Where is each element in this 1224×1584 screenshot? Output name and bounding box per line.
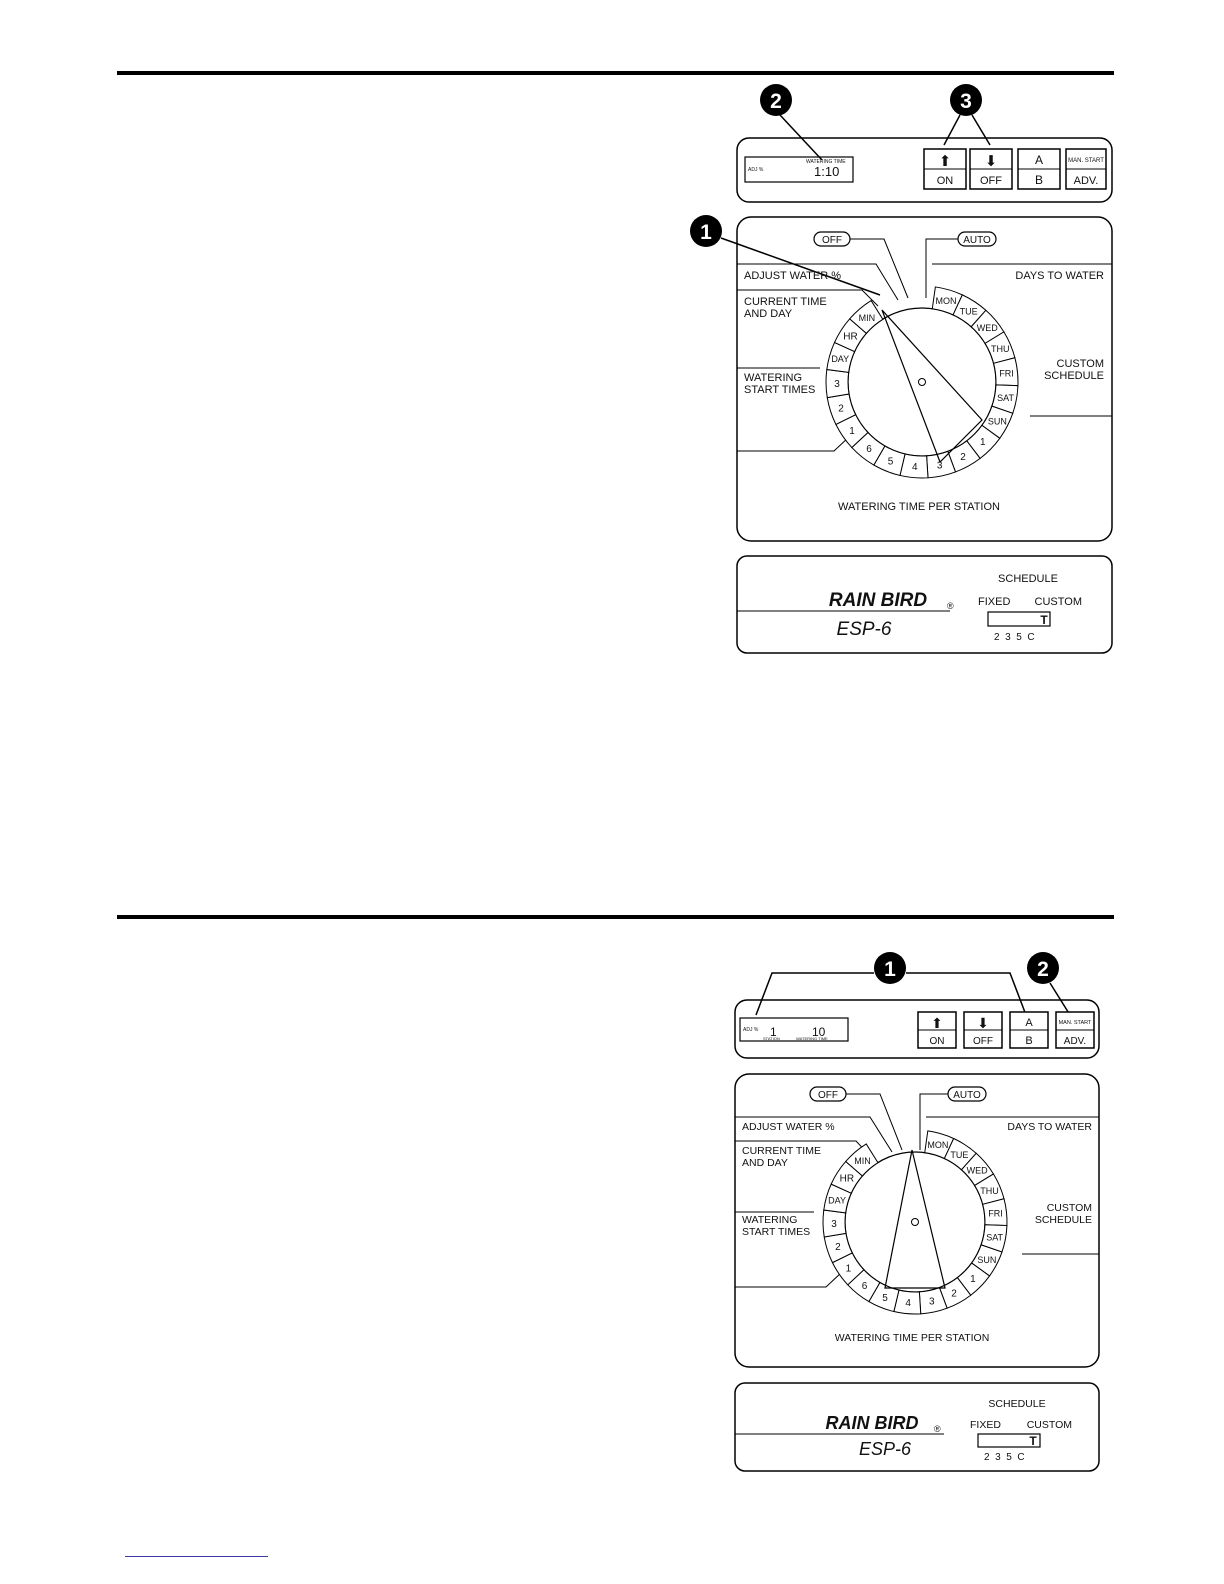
dial-segment-label: WED: [966, 1165, 988, 1176]
svg-text:B: B: [1025, 1035, 1033, 1047]
watering-start-label-2: START TIMES: [744, 384, 816, 396]
on-button[interactable]: [924, 149, 966, 189]
adjust-water-label: ADJUST WATER %: [742, 1121, 835, 1133]
days-to-water-label: DAYS TO WATER: [1015, 270, 1104, 282]
dial-segment-label: SUN: [987, 416, 1007, 427]
man-start-adv-button[interactable]: [1066, 149, 1106, 189]
dial-segment-label: 4: [905, 1298, 911, 1310]
dial-center: [919, 379, 926, 386]
svg-text:A: A: [1025, 1017, 1033, 1029]
dial-segment-label: 3: [929, 1296, 935, 1308]
dial-segment-label: MIN: [854, 1155, 871, 1166]
dial-pointer: [882, 310, 982, 462]
dial-segment-label: 2: [960, 451, 966, 463]
custom-label: CUSTOM: [1026, 1419, 1072, 1431]
svg-text:1: 1: [700, 221, 712, 244]
svg-text:⬇: ⬇: [977, 1015, 989, 1031]
lcd-time-label: WATERING TIME: [806, 159, 846, 165]
registered-mark: ®: [934, 1424, 941, 1434]
current-time-label: CURRENT TIME: [744, 296, 827, 308]
custom-schedule-label-2: SCHEDULE: [1034, 1214, 1092, 1226]
ab-button[interactable]: [1018, 149, 1060, 189]
dial-segment-label: TUE: [959, 306, 978, 317]
dial-segment-label: 2: [838, 403, 844, 415]
dial-segment-label: HR: [843, 331, 858, 343]
off-button[interactable]: [970, 149, 1012, 189]
off-label: OFF: [818, 1090, 838, 1101]
dial-segment-label: THU: [990, 344, 1010, 355]
dial-segment-label: 3: [936, 460, 943, 472]
adjust-water-label: ADJUST WATER %: [744, 270, 841, 282]
svg-text:1: 1: [884, 958, 896, 981]
watering-start-label: WATERING: [744, 372, 803, 384]
dial-segment-label: 1: [970, 1274, 976, 1286]
svg-text:2: 2: [1037, 958, 1049, 981]
svg-text:B: B: [1034, 173, 1044, 187]
off-button[interactable]: [964, 1012, 1002, 1048]
days-to-water-label: DAYS TO WATER: [1007, 1121, 1092, 1133]
current-time-label-2: AND DAY: [744, 308, 793, 320]
model-label: ESP-6: [858, 1439, 912, 1459]
svg-text:⬆: ⬆: [931, 1015, 943, 1031]
svg-text:ADV.: ADV.: [1073, 175, 1099, 187]
lcd-value: 1:10: [814, 164, 840, 179]
dial-segment-label: FRI: [988, 1208, 1003, 1219]
dial-segment-label: DAY: [831, 354, 850, 365]
dial-segment-label: 2: [951, 1288, 957, 1300]
lcd-station-label: STATION: [763, 1036, 780, 1041]
auto-label: AUTO: [963, 235, 991, 246]
footer-link-underline: [125, 1556, 268, 1557]
dial-segment-label: FRI: [999, 368, 1014, 379]
svg-text:OFF: OFF: [973, 1036, 993, 1047]
dial-segment-label: SAT: [997, 393, 1014, 404]
leader-line: [721, 238, 880, 295]
watering-time-label: WATERING TIME PER STATION: [834, 1332, 990, 1344]
switch-positions: 2 3 5 C: [984, 1452, 1025, 1463]
schedule-label: SCHEDULE: [998, 573, 1058, 585]
svg-text:MAN. START: MAN. START: [1058, 1020, 1092, 1026]
auto-label: AUTO: [953, 1090, 981, 1101]
switch-lever-icon: T: [1040, 613, 1048, 627]
dial-segment-label: 3: [831, 1218, 837, 1230]
dial-segment-label: TUE: [950, 1149, 969, 1160]
custom-label: CUSTOM: [1034, 596, 1082, 608]
callout-3: [950, 84, 982, 116]
dial-segment-label: 3: [834, 378, 840, 390]
svg-text:3: 3: [960, 90, 972, 113]
custom-schedule-label: CUSTOM: [1046, 1202, 1092, 1214]
ab-button[interactable]: [1010, 1012, 1048, 1048]
svg-text:ON: ON: [936, 175, 954, 187]
lcd-station-value: 1: [770, 1025, 777, 1039]
watering-start-label: WATERING: [742, 1214, 798, 1226]
dial-segment-label: SUN: [977, 1254, 997, 1265]
dial-segment-label: 6: [866, 443, 872, 455]
svg-text:2: 2: [770, 90, 782, 113]
leader-line: [906, 973, 1026, 1015]
leader-line: [944, 115, 960, 145]
svg-text:ADV.: ADV.: [1063, 1036, 1087, 1047]
dial-segment-label: 1: [849, 425, 855, 437]
rain-bird-logo: RAIN BIRD: [825, 1413, 919, 1433]
dial-segment-label: 1: [980, 436, 986, 448]
callout-1: [690, 215, 722, 247]
fixed-label: FIXED: [970, 1419, 1001, 1431]
dial-segment-label: MIN: [858, 312, 876, 323]
svg-text:⬇: ⬇: [984, 153, 998, 170]
dial-center: [912, 1219, 919, 1226]
callout-2: [760, 84, 792, 116]
svg-text:A: A: [1034, 153, 1044, 167]
man-start-adv-button[interactable]: [1056, 1012, 1094, 1048]
model-label: ESP-6: [836, 619, 892, 640]
dial-segment-label: 1: [845, 1263, 852, 1275]
watering-start-label-2: START TIMES: [742, 1226, 811, 1238]
custom-schedule-label: CUSTOM: [1056, 358, 1104, 370]
lcd-value: 10: [812, 1025, 826, 1039]
svg-text:ON: ON: [929, 1036, 945, 1047]
lcd-adj-label: ADJ %: [743, 1027, 759, 1033]
lcd-adj-label: ADJ %: [748, 167, 764, 173]
leader-line: [972, 115, 990, 145]
dial-segment-label: 6: [861, 1280, 868, 1292]
dial-segment-label: 5: [887, 456, 894, 468]
registered-mark: ®: [947, 601, 954, 611]
callout-1: [874, 952, 906, 984]
dial-segment-label: MON: [935, 295, 957, 306]
switch-lever-icon: T: [1029, 1434, 1037, 1448]
dial-segment-label: SAT: [986, 1232, 1004, 1243]
off-label: OFF: [822, 235, 842, 246]
dial-segment-label: 4: [912, 462, 918, 474]
current-time-label-2: AND DAY: [742, 1157, 788, 1169]
dial-segment-label: MON: [927, 1139, 949, 1150]
dial-segment-label: HR: [839, 1173, 855, 1185]
switch-positions: 2 3 5 C: [994, 632, 1035, 643]
dial-segment-label: DAY: [828, 1195, 847, 1206]
schedule-label: SCHEDULE: [988, 1398, 1046, 1410]
lcd-time-label: WATERING TIME: [796, 1036, 828, 1041]
svg-text:OFF: OFF: [980, 175, 1002, 187]
dial-segment-label: 5: [882, 1292, 888, 1304]
fixed-label: FIXED: [978, 596, 1011, 608]
svg-text:MAN. START: MAN. START: [1068, 158, 1104, 164]
leader-line: [1050, 983, 1070, 1015]
watering-time-label: WATERING TIME PER STATION: [838, 501, 1000, 513]
rain-bird-logo: RAIN BIRD: [828, 590, 928, 611]
custom-schedule-label-2: SCHEDULE: [1044, 370, 1104, 382]
on-button[interactable]: [918, 1012, 956, 1048]
current-time-label: CURRENT TIME: [742, 1145, 821, 1157]
dial-segment-label: 2: [835, 1242, 841, 1254]
leader-line: [756, 973, 874, 1015]
dial-segment-label: THU: [980, 1185, 999, 1196]
dial-segment-label: WED: [976, 322, 998, 333]
callout-2: [1027, 952, 1059, 984]
svg-text:⬆: ⬆: [938, 153, 952, 170]
